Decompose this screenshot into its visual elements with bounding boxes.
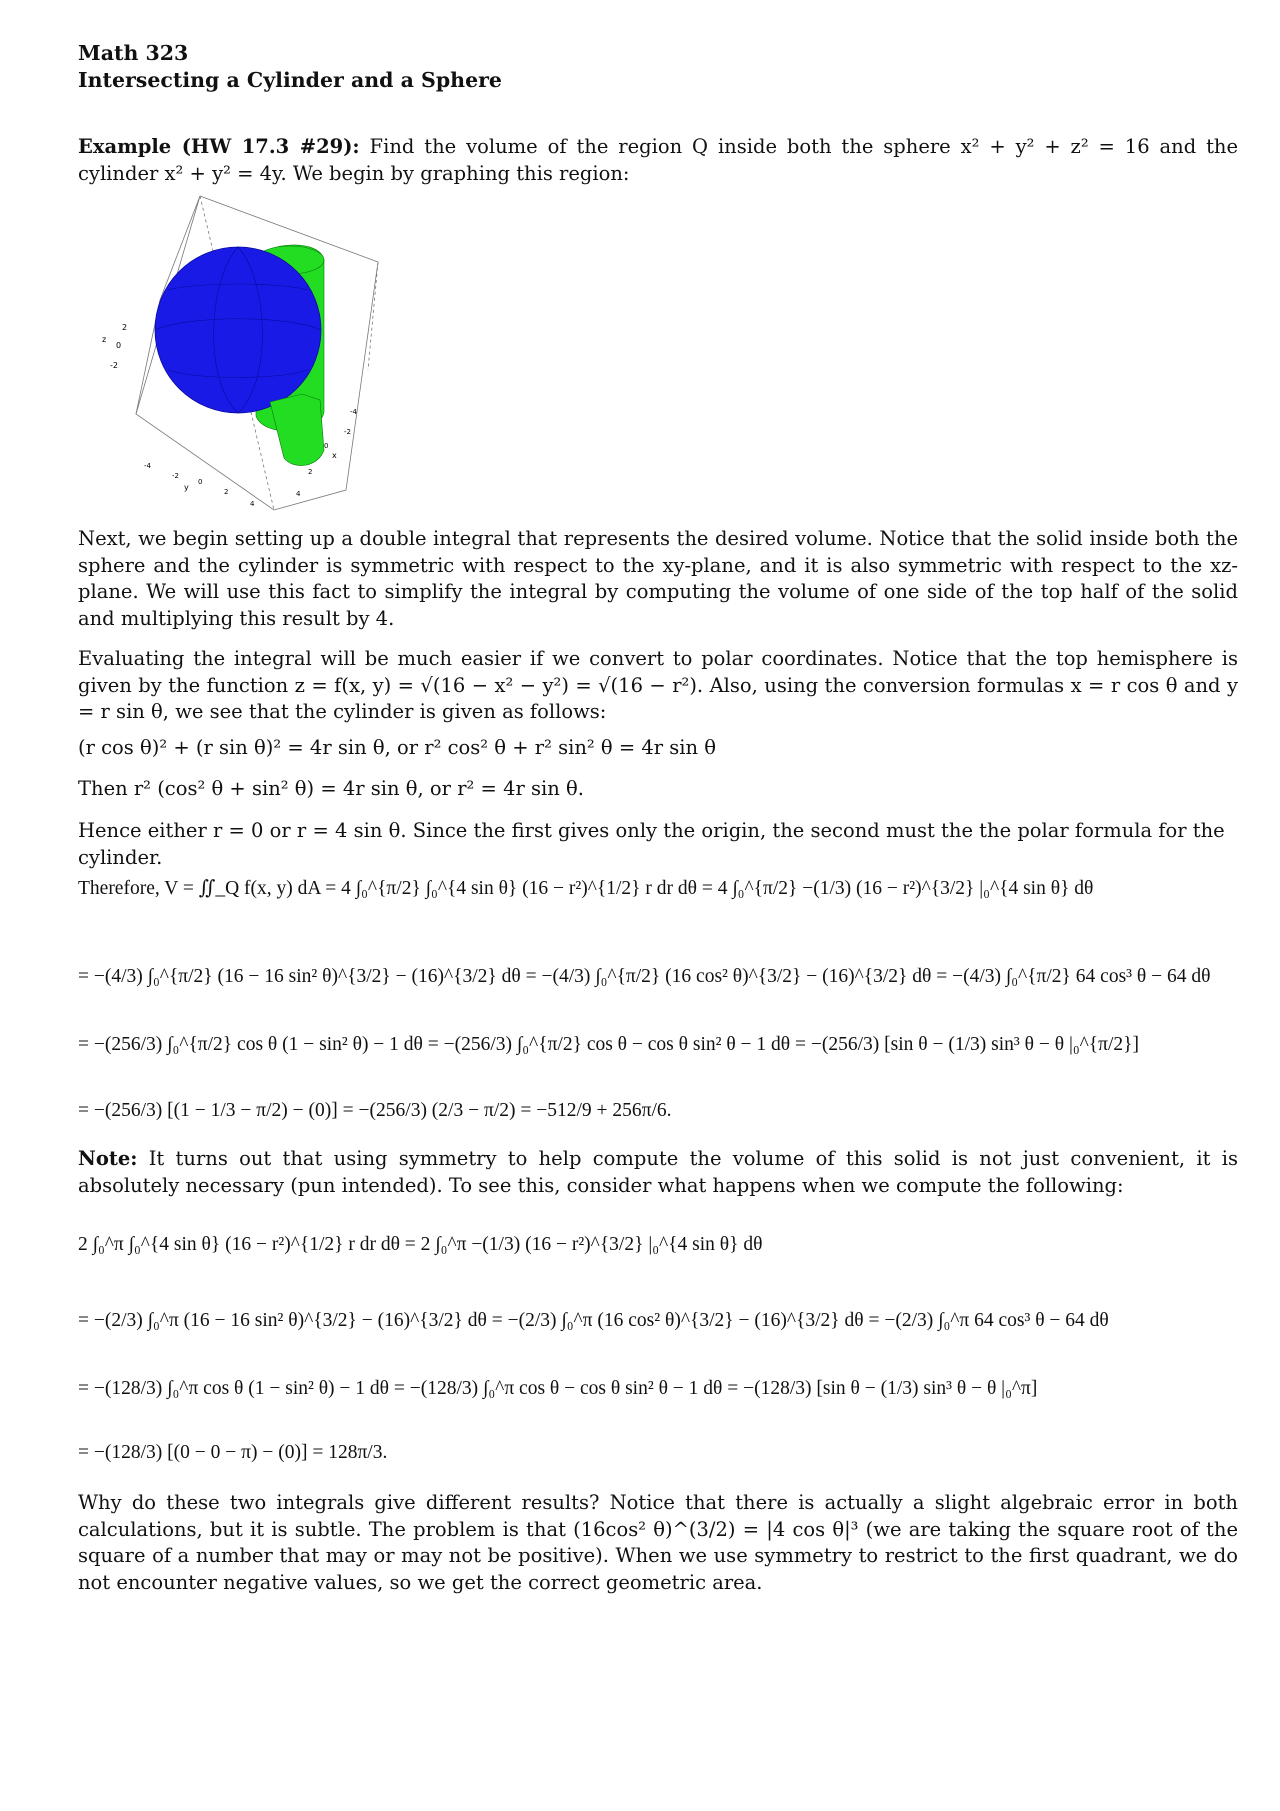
- volume-step-equation: = −(256/3) ∫₀^{π/2} cos θ (1 − sin² θ) − 1 dθ = −(256/3) ∫₀^{π/2} cos θ − cos θ sin² θ − 1 dθ = −(256/3) [sin θ − (1/3) sin³ θ − θ |₀^{π/2}]: [78, 1034, 1140, 1055]
- z-tick-label: 0: [116, 341, 122, 350]
- x-tick-label: 2: [308, 468, 313, 476]
- example-label: Example (HW 17.3 #29):: [78, 135, 360, 158]
- note-text: It turns out that using symmetry to help compute the volume of this solid is not just convenient, it is absolutely necessary (pun intended). To see this, consider what happens when we compute the following:: [78, 1147, 1238, 1197]
- conclusion-paragraph: Why do these two integrals give different results? Notice that there is actually a slight algebraic error in both calculations, but it is subtle. The problem is that (16cos² θ)^(3/2) = |4 cos θ|³ (we are taking the square root of the square of a number that may or may not be positive). When we use symmetry to restrict to the first quadrant, we do not encounter negative values, so we get the correct geometric area.: [78, 1491, 1238, 1594]
- x-tick-label: -4: [350, 408, 357, 416]
- full-result-equation: = −(128/3) [(0 − 0 − π) − (0)] = 128π/3.: [78, 1442, 388, 1463]
- polar-formula-line: Hence either r = 0 or r = 4 sin θ. Since the first gives only the origin, the second must the the polar formula for the cylinder.: [78, 819, 1225, 869]
- z-tick-label: 2: [122, 323, 128, 332]
- y-tick-label: 4: [250, 500, 255, 508]
- y-tick-label: 0: [198, 478, 203, 486]
- x-tick-label: 4: [296, 490, 301, 498]
- full-integral-equation: 2 ∫₀^π ∫₀^{4 sin θ} (16 − r²)^{1/2} r dr dθ = 2 ∫₀^π −(1/3) (16 − r²)^{3/2} |₀^{4 sin θ} dθ: [78, 1234, 763, 1255]
- sphere-shape: [155, 247, 321, 413]
- example-text: Find the volume of the region Q inside both the sphere x² + y² + z² = 16 and the cylinder x² + y² = 4y. We begin by graphing this region:: [78, 135, 1239, 185]
- full-step-equation: = −(2/3) ∫₀^π (16 − 16 sin² θ)^{3/2} − (16)^{3/2} dθ = −(2/3) ∫₀^π (16 cos² θ)^{3/2} − (16)^{3/2} dθ = −(2/3) ∫₀^π 64 cos³ θ − 64 dθ: [78, 1310, 1109, 1331]
- cylinder-lower-part: [270, 394, 324, 466]
- course-title: Math 323: [78, 41, 189, 65]
- z-tick-label: -2: [110, 361, 118, 370]
- y-tick-label: 2: [224, 488, 229, 496]
- y-tick-label: -4: [144, 462, 151, 470]
- x-tick-label: 0: [324, 442, 329, 450]
- sphere-cylinder-figure: [88, 190, 408, 520]
- symmetry-paragraph: Next, we begin setting up a double integral that represents the desired volume. Notice that the solid inside both the sphere and the cylinder is symmetric with respect to the xy-plane, and it is also symmetric with respect to the xz-plane. We will use this fact to simplify the integral by computing the volume of one side of the top half of the solid and multiplying this result by 4.: [78, 527, 1238, 630]
- simplify-line: Then r² (cos² θ + sin² θ) = 4r sin θ, or r² = 4r sin θ.: [78, 777, 584, 800]
- x-tick-label: -2: [344, 428, 351, 436]
- y-tick-label: -2: [172, 472, 179, 480]
- volume-result-equation: = −(256/3) [(1 − 1/3 − π/2) − (0)] = −(256/3) (2/3 − π/2) = −512/9 + 256π/6.: [78, 1100, 672, 1121]
- volume-integral-equation: Therefore, V = ∬_Q f(x, y) dA = 4 ∫₀^{π/2} ∫₀^{4 sin θ} (16 − r²)^{1/2} r dr dθ = 4 ∫₀^{π/2} −(1/3) (16 − r²)^{3/2} |₀^{4 sin θ} dθ: [78, 878, 1094, 899]
- note-paragraph: [78, 1146, 1238, 1199]
- volume-step-equation: = −(4/3) ∫₀^{π/2} (16 − 16 sin² θ)^{3/2} − (16)^{3/2} dθ = −(4/3) ∫₀^{π/2} (16 cos² θ)^{3/2} − (16)^{3/2} dθ = −(4/3) ∫₀^{π/2} 64 cos³ θ − 64 dθ: [78, 966, 1211, 987]
- page-title: Intersecting a Cylinder and a Sphere: [78, 67, 502, 92]
- example-paragraph: [78, 134, 1238, 187]
- full-step-equation: = −(128/3) ∫₀^π cos θ (1 − sin² θ) − 1 dθ = −(128/3) ∫₀^π cos θ − cos θ sin² θ − 1 dθ = −(128/3) [sin θ − (1/3) sin³ θ − θ |₀^π]: [78, 1378, 1038, 1399]
- y-axis-label: y: [184, 483, 189, 492]
- note-label: Note:: [78, 1147, 138, 1170]
- x-axis-label: x: [332, 451, 337, 460]
- polar-paragraph: Evaluating the integral will be much easier if we convert to polar coordinates. Notice that the top hemisphere is given by the function z = f(x, y) = √(16 − x² − y²) = √(16 − r²). Also, using the conversion formulas x = r cos θ and y = r sin θ, we see that the cylinder is given as follows:: [78, 647, 1238, 724]
- document-header: [78, 40, 1238, 93]
- z-axis-label: z: [102, 335, 107, 344]
- cylinder-equation-line: (r cos θ)² + (r sin θ)² = 4r sin θ, or r² cos² θ + r² sin² θ = 4r sin θ: [78, 736, 717, 759]
